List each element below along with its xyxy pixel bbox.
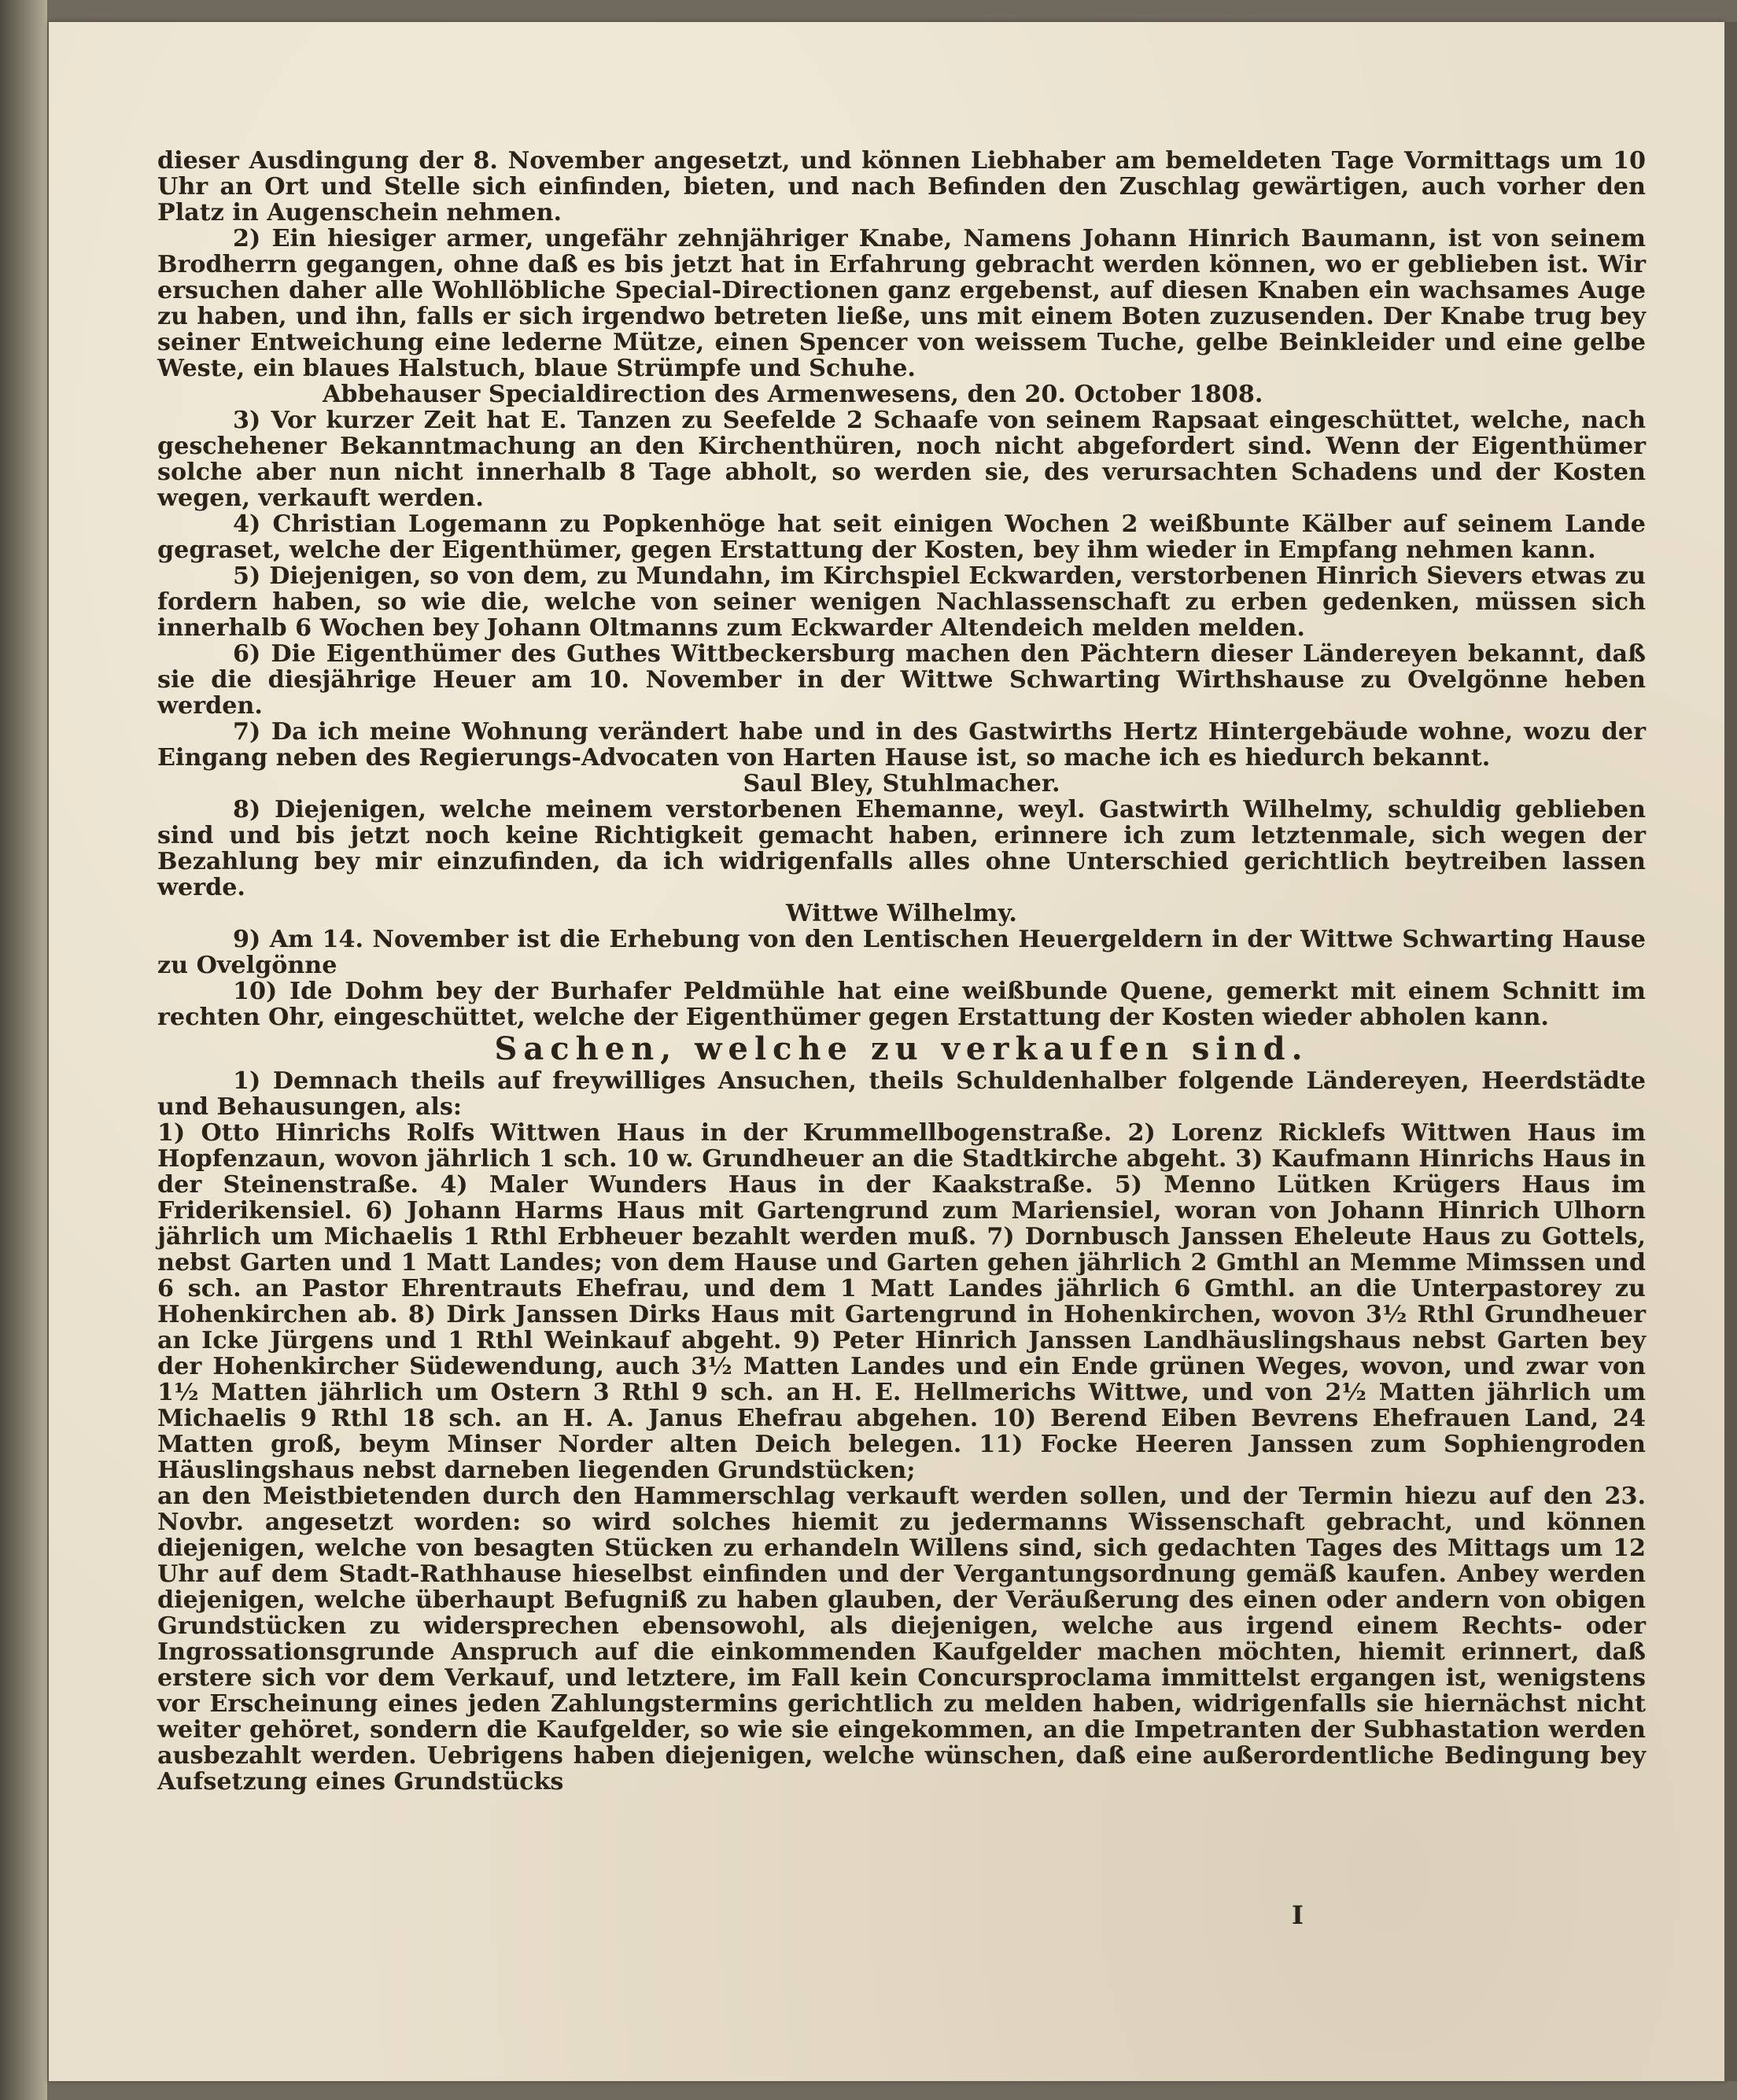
paragraph-creditors: 5) Diejenigen, so von dem, zu Mundahn, im Kirchspiel Eckwarden, verstorbenen Hinrich Sievers etwas zu fordern haben, so wie die, welche von seiner wenigen Nachlassenschaft zu erben gedenken, müssen sich innerhalb 6 Wochen bey Johann Oltmanns zum Eckwarder Altendeich melden melden. [157,562,1646,642]
paragraph-calves: 4) Christian Logemann zu Popkenhöge hat seit einigen Wochen 2 weißbunte Kälber auf seinem Lande gegraset, welche der Eigenthümer, gegen Erstattung der Kosten, bey ihm wieder in Empfang nehmen kann. [157,510,1646,564]
paragraph-properties-intro: 1) Demnach theils auf freywilliges Ansuchen, theils Schuldenhalber folgende Ländereyen, Heerdstädte und Behausungen, als: [157,1067,1646,1121]
article-text [157,148,1646,1795]
signature-wittwe-wilhelmy: Wittwe Wilhelmy. [786,900,1017,927]
page-edge [1724,22,1737,2081]
paragraph-estate-owners: 6) Die Eigenthümer des Guthes Wittbeckersburg machen den Pächtern dieser Ländereyen bekannt, daß sie die diesjährige Heuer am 10. November in der Wittwe Schwarting Wirthshause zu Ovelgönne heben werden. [157,640,1646,720]
paragraph-heifer: 10) Ide Dohm bey der Burhafer Peldmühle hat eine weißbunde Quene, gemerkt mit einem Schnitt im rechten Ohr, eingeschüttet, welche der Eigenthümer gegen Erstattung der Kosten wieder abholen kann. [157,978,1646,1031]
paragraph-signature-abbehausen: Abbehauser Specialdirection des Armenwesens, den 20. October 1808. [323,381,1263,408]
paragraph-new-residence: 7) Da ich meine Wohnung verändert habe und in des Gastwirths Hertz Hintergebäude wohne, wozu der Eingang neben des Regierungs-Advocaten von Harten Hause ist, so mache ich es hiedurch bekannt. [157,718,1646,772]
book-gutter [0,0,47,2100]
paragraph-properties-list: 1) Otto Hinrichs Rolfs Wittwen Haus in der Krummellbogenstraße. 2) Lorenz Ricklefs Wittwen Haus im Hopfenzaun, wovon jährlich 1 sch. 10 w. Grundheuer an die Stadtkirche abgeht. 3) Kaufmann Hinrichs Haus in der Steinenstraße. 4) Maler Wunders Haus in der Kaakstraße. 5) Menno Lütken Krügers Haus im Friderikensiel. 6) Johann Harms Haus mit Gartengrund zum Mariensiel, woran von Johann Hinrich Ulhorn jährlich um Michaelis 1 Rthl Erbheuer bezahlt werden muß. 7) Dornbusch Janssen Eheleute Haus zu Gottels, nebst Garten und 1 Matt Landes; von dem Hause und Garten gehen jährlich 2 Gmthl an Memme Mimssen und 6 sch. an Pastor Ehrentrauts Ehefrau, und dem 1 Matt Landes jährlich 6 Gmthl. an die Unterpastorey zu Hohenkirchen ab. 8) Dirk Janssen Dirks Haus mit Gartengrund in Hohenkirchen, wovon 3½ Rthl Grundheuer an Icke Jürgens und 1 Rthl Weinkauf abgeht. 9) Peter Hinrich Janssen Landhäuslingshaus nebst Garten bey der Hohenkircher Südewendung, auch 3½ Matten Landes und ein Ende grünen Weges, wovon, und zwar von 1½ Matten jährlich um Ostern 3 Rthl 9 sch. an H. E. Hellmerichs Wittwe, und von 2½ Matten jährlich um Michaelis 9 Rthl 18 sch. an H. A. Janus Ehefrau abgehen. 10) Berend Eiben Bevrens Ehefrauen Land, 24 Matten groß, beym Minser Norder alten Deich belegen. 11) Focke Heeren Janssen zum Sophiengroden Häuslingshaus nebst darneben liegenden Grundstücken; [157,1119,1646,1484]
newspaper-page [49,22,1724,2081]
paragraph-sheep: 3) Vor kurzer Zeit hat E. Tanzen zu Seefelde 2 Schaafe von seinem Rapsaat eingeschüttet, welche, nach geschehener Bekanntmachung an den Kirchenthüren, noch nicht abgefordert sind. Wenn der Eigenthümer solche aber nun nicht innerhalb 8 Tage abholt, so werden sie, des verursachten Schadens und der Kosten wegen, verkauft werden. [157,407,1646,512]
paragraph-0: dieser Ausdingung der 8. November angesetzt, und können Liebhaber am bemeldeten Tage Vormittags um 10 Uhr an Ort und Stelle sich einfinden, bieten, und nach Befinden den Zuschlag gewärtigen, auch vorher den Platz in Augenschein nehmen. [157,147,1646,227]
signature-saul-bley: Saul Bley, Stuhlmacher. [743,770,1060,798]
paragraph-missing-boy: 2) Ein hiesiger armer, ungefähr zehnjähriger Knabe, Namens Johann Hinrich Baumann, ist von seinem Brodherrn gegangen, ohne daß es bis jetzt hat in Erfahrung gebracht werden können, wo er geblieben ist. Wir ersuchen daher alle Wohllöbliche Special-Directionen ganz ergebenst, auf diesen Knaben ein wachsames Auge zu haben, und ihn, falls er sich irgendwo betreten ließe, uns mit einem Boten zuzusenden. Der Knabe trug bey seiner Entweichung eine lederne Mütze, einen Spencer von weissem Tuche, gelbe Beinkleider und eine gelbe Weste, ein blaues Halstuch, blaue Strümpfe und Schuhe. [157,225,1646,382]
paragraph-rent-collection: 9) Am 14. November ist die Erhebung von den Lentischen Heuergeldern in der Wittwe Schwarting Hause zu Ovelgönne [157,926,1646,979]
paragraph-auction-terms: an den Meistbietenden durch den Hammerschlag verkauft werden sollen, und der Termin hiezu auf den 23. Novbr. angesetzt worden: so wird solches hiemit zu jedermanns Wissenschaft gebracht, und können diejenigen, welche von besagten Stücken zu erhandeln Willens sind, sich gedachten Tages des Mittags um 12 Uhr auf dem Stadt-Rathhause hieselbst einfinden und der Vergantungsordnung gemäß kaufen. Anbey werden diejenigen, welche überhaupt Befugniß zu haben glauben, der Veräußerung des einen oder andern von obigen Grundstücken zu widersprechen ebensowohl, als diejenigen, welche aus irgend einem Rechts- oder Ingrossationsgrunde Anspruch auf die einkommenden Kaufgelder machen möchten, hiemit erinnert, daß erstere sich vor dem Verkauf, und letztere, im Fall kein Concursproclama immittelst ergangen ist, wenigstens vor Erscheinung eines jeden Zahlungstermins gerichtlich zu melden haben, widrigenfalls sie hiernächst nicht weiter gehöret, sondern die Kaufgelder, so wie sie eingekommen, an die Impetranten der Subhastation werden ausbezahlt werden. Uebrigens haben diejenigen, welche wünschen, daß eine außerordentliche Bedingung bey Aufsetzung eines Grundstücks [157,1483,1646,1796]
section-heading-for-sale: Sachen, welche zu verkaufen sind. [494,1030,1309,1067]
page-number: I [1292,1900,1304,1930]
paragraph-debtors: 8) Diejenigen, welche meinem verstorbenen Ehemanne, weyl. Gastwirth Wilhelmy, schuldig geblieben sind und bis jetzt noch keine Richtigkeit gemacht haben, erinnere ich zum letztenmale, sich wegen der Bezahlung bey mir einzufinden, da ich widrigenfalls alles ohne Unterschied gerichtlich beytreiben lassen werde. [157,796,1646,901]
